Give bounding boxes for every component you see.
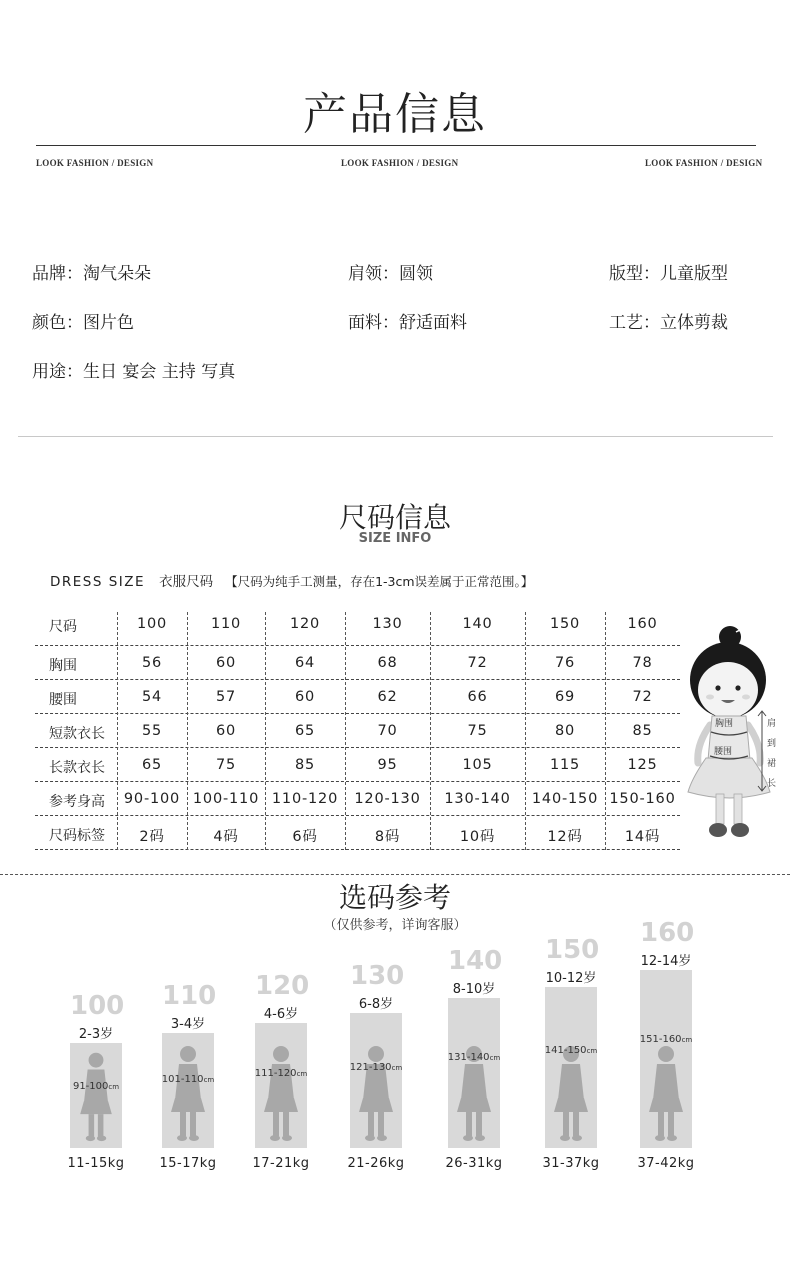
size-table-cell: 60 (215, 723, 237, 739)
card-size-number: 100 (70, 991, 125, 1021)
size-table-cell: 72 (632, 689, 653, 705)
card-height-range (444, 1052, 504, 1063)
length-label-1: 肩 (767, 719, 777, 729)
height-unit: cm (203, 1076, 215, 1085)
length-label-4: 长 (767, 779, 777, 789)
girl-measure-illustration (678, 620, 790, 850)
height-value: 141-150 (544, 1044, 587, 1056)
size-card (159, 0, 217, 1284)
size-table-cell: 80 (554, 723, 576, 739)
spec-value: 儿童版型 (660, 264, 728, 284)
spec-label: 工艺： (609, 313, 660, 333)
size-table-cell: 75 (467, 723, 488, 739)
size-table-cell: 95 (377, 757, 398, 773)
card-age: 8-10岁 (452, 982, 496, 997)
card-height-range (541, 1045, 601, 1056)
row-label: 尺码 (49, 619, 77, 635)
column-separator (525, 612, 526, 850)
size-table-cell: 12码 (547, 829, 583, 845)
size-table-cell: 60 (294, 689, 316, 705)
card-height-range (158, 1074, 218, 1085)
size-table-cell: 65 (141, 757, 163, 773)
row-label: 尺码标签 (49, 828, 105, 844)
size-table-cell: 69 (554, 689, 576, 705)
card-size-number: 140 (448, 946, 503, 976)
size-table-cell: 120 (289, 616, 321, 632)
spec-value: 图片色 (83, 313, 134, 333)
measurement-note: 【尺码为纯手工测量，存在1-3cm误差属于正常范围。】 (225, 574, 534, 589)
child-silhouette-icon (448, 1004, 500, 1142)
card-age: 6-8岁 (358, 997, 394, 1012)
size-table-cell: 105 (462, 757, 493, 773)
card-height-range (346, 1062, 406, 1073)
size-info-title-en: SIZE INFO (358, 531, 432, 546)
size-table-cell: 78 (632, 655, 653, 671)
card-size-number: 130 (350, 961, 405, 991)
size-table-cell: 70 (377, 723, 398, 739)
spec-value: 舒适面料 (399, 313, 467, 333)
length-label-2: 到 (767, 739, 777, 749)
size-table-cell: 72 (467, 655, 488, 671)
card-size-number: 160 (640, 918, 695, 948)
child-silhouette-icon (70, 1049, 122, 1142)
card-size-number: 150 (545, 935, 600, 965)
size-table-cell: 62 (377, 689, 398, 705)
height-value: 131-140 (447, 1052, 490, 1063)
child-silhouette-icon (640, 976, 692, 1142)
height-unit: cm (681, 1036, 693, 1045)
size-table-cell: 64 (294, 655, 316, 671)
column-separator (345, 612, 346, 850)
tagline-left: LOOK FASHION / DESIGN (36, 158, 154, 168)
spec-label: 用途： (32, 362, 83, 382)
size-table-cell: 66 (467, 689, 488, 705)
size-table-cell: 140-150 (531, 791, 599, 807)
card-weight-range: 15-17kg (159, 1156, 217, 1171)
card-age: 3-4岁 (170, 1017, 206, 1032)
size-table-cell: 10码 (459, 829, 496, 845)
card-age: 12-14岁 (640, 954, 692, 969)
size-table-cell: 57 (215, 689, 237, 705)
child-silhouette-icon (255, 1029, 307, 1142)
height-unit: cm (489, 1054, 501, 1062)
size-table-cell: 100 (136, 616, 168, 632)
spec-value: 立体剪裁 (660, 313, 728, 333)
size-table-cell: 85 (632, 723, 653, 739)
size-table-cell: 75 (215, 757, 237, 773)
size-table-cell: 90-100 (123, 791, 181, 807)
size-table-cell: 100-110 (192, 791, 260, 807)
row-label: 短款衣长 (49, 726, 105, 742)
card-age: 4-6岁 (263, 1007, 299, 1022)
card-height-range (251, 1068, 311, 1079)
size-table-cell: 110-120 (271, 791, 339, 807)
height-value: 91-100 (72, 1080, 109, 1092)
size-table-cell: 65 (294, 723, 316, 739)
tagline-right: LOOK FASHION / DESIGN (645, 158, 763, 168)
spec-label: 品牌： (32, 264, 83, 284)
height-unit: cm (586, 1046, 598, 1055)
size-table-cell: 76 (554, 655, 576, 671)
size-table-cell: 6码 (292, 829, 318, 845)
size-guide-subtitle: （仅供参考，详询客服） (323, 918, 467, 933)
height-unit: cm (108, 1082, 120, 1091)
size-card (542, 0, 600, 1284)
dress-size-zh: 衣服尺码 (159, 574, 214, 590)
size-table-cell: 120-130 (354, 791, 421, 807)
height-value: 121-130 (349, 1061, 392, 1073)
size-table-cell: 8码 (374, 829, 401, 845)
column-separator (605, 612, 606, 850)
size-table-cell: 110 (210, 616, 242, 632)
size-guide-title: 选码参考 (338, 881, 451, 914)
size-table-cell: 125 (627, 757, 658, 773)
row-label: 腰围 (49, 692, 77, 708)
spec-value: 淘气朵朵 (83, 264, 151, 284)
spec-label: 肩领： (348, 264, 399, 284)
row-label: 参考身高 (49, 794, 105, 810)
product-info-title: 产品信息 (303, 89, 487, 140)
column-separator (430, 612, 431, 850)
spec-label: 版型： (609, 264, 660, 284)
size-table-cell: 56 (141, 655, 163, 671)
height-unit: cm (391, 1063, 403, 1072)
card-weight-range: 31-37kg (542, 1156, 600, 1171)
size-card (445, 0, 503, 1284)
size-table-cell: 4码 (213, 829, 239, 845)
size-table-cell: 150-160 (609, 791, 676, 807)
size-table-cell: 115 (549, 757, 581, 773)
size-table-cell: 14码 (624, 829, 661, 845)
length-label-3: 裙 (767, 759, 777, 769)
size-table-cell: 160 (627, 616, 658, 632)
card-weight-range: 37-42kg (637, 1156, 695, 1171)
size-card (67, 0, 125, 1284)
chest-label: 胸围 (715, 719, 734, 729)
size-table-cell: 85 (294, 757, 316, 773)
child-silhouette-icon (162, 1039, 214, 1142)
child-silhouette-icon (350, 1019, 402, 1142)
size-table-cell: 2码 (139, 829, 165, 845)
spec-label: 面料： (348, 313, 399, 333)
size-table-cell: 150 (549, 616, 581, 632)
size-table-cell: 54 (141, 689, 163, 705)
card-age: 10-12岁 (545, 971, 597, 986)
dress-size-en: DRESS SIZE (50, 574, 146, 590)
card-weight-range: 26-31kg (445, 1156, 503, 1171)
card-size-number: 110 (162, 981, 217, 1011)
card-size-number: 120 (255, 971, 310, 1001)
size-table-cell: 130-140 (444, 791, 511, 807)
size-table-cell: 55 (141, 723, 163, 739)
card-height-range (636, 1034, 696, 1045)
size-card (252, 0, 310, 1284)
height-value: 151-160 (639, 1034, 682, 1046)
card-weight-range: 21-26kg (347, 1156, 405, 1171)
spec-value: 生日 宴会 主持 写真 (83, 362, 236, 382)
height-unit: cm (296, 1070, 308, 1078)
child-silhouette-icon (545, 993, 597, 1142)
spec-label: 颜色： (32, 313, 83, 333)
size-info-title: 尺码信息 (338, 501, 451, 534)
row-label: 长款衣长 (49, 760, 105, 776)
waist-label: 腰围 (714, 747, 733, 757)
size-table-cell: 130 (372, 616, 403, 632)
card-weight-range: 11-15kg (67, 1156, 125, 1171)
row-label: 胸围 (49, 658, 77, 674)
card-height-range (66, 1081, 126, 1092)
card-weight-range: 17-21kg (252, 1156, 310, 1171)
card-age: 2-3岁 (78, 1027, 114, 1042)
size-table-cell: 60 (215, 655, 237, 671)
spec-value: 圆领 (399, 264, 433, 284)
height-value: 101-110 (161, 1074, 204, 1086)
size-table-cell: 68 (377, 655, 398, 671)
tagline-center: LOOK FASHION / DESIGN (341, 158, 459, 168)
height-value: 111-120 (254, 1068, 297, 1079)
size-table-cell: 140 (462, 616, 493, 632)
